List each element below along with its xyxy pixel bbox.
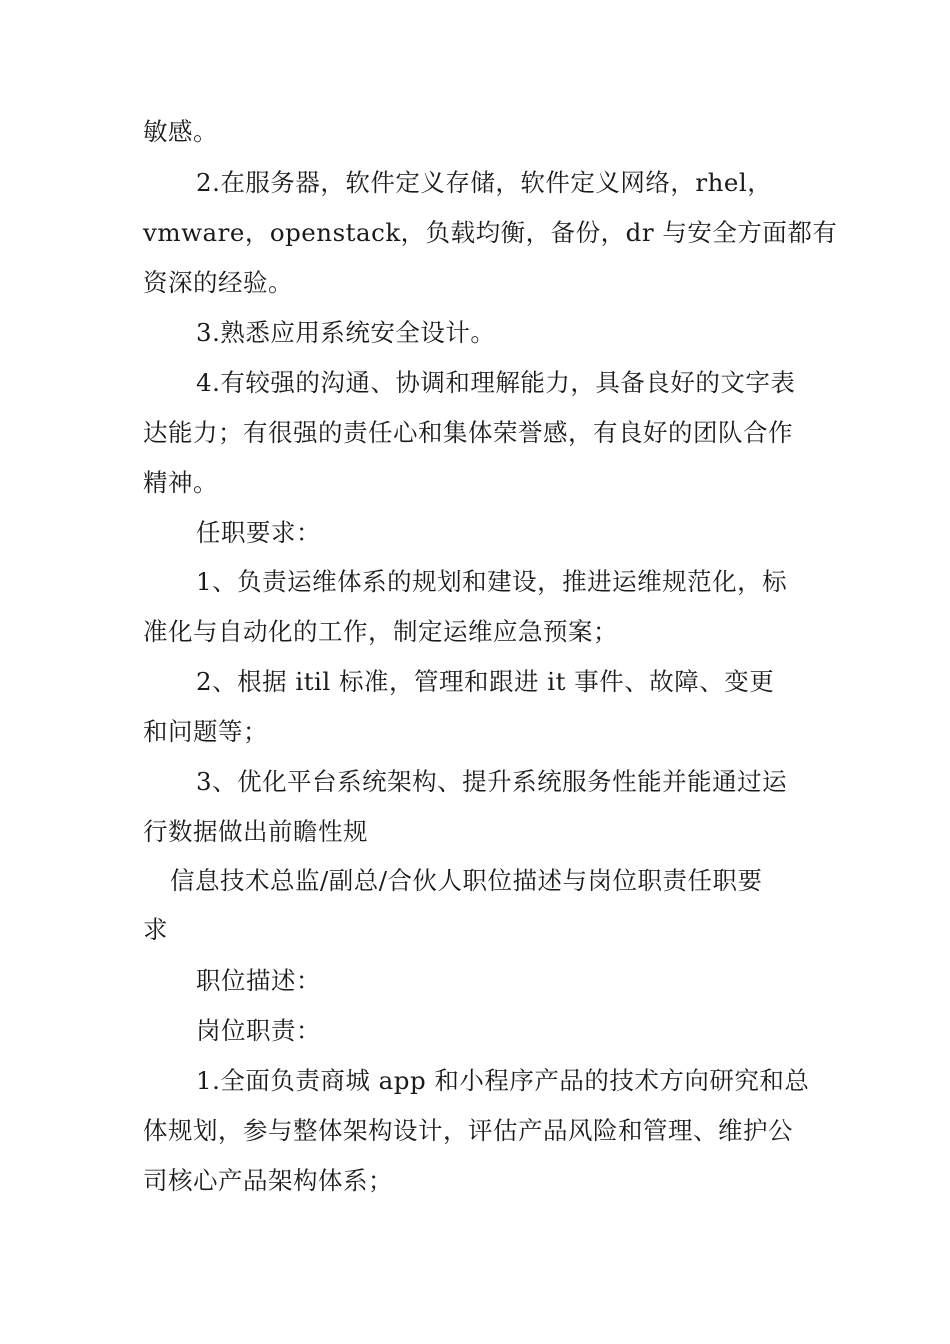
text-line: 2、根据 itil 标准，管理和跟进 it 事件、故障、变更	[196, 667, 775, 696]
text-line: 4.有较强的沟通、协调和理解能力，具备良好的文字表	[196, 368, 796, 397]
text-line: 2.在服务器，软件定义存储，软件定义网络，rhel，	[196, 168, 773, 197]
document-title: 信息技术总监/副总/合伙人职位描述与岗位职责任职要	[170, 866, 763, 895]
text-line: 体规划，参与整体架构设计，评估产品风险和管理、维护公	[143, 1116, 793, 1145]
section-heading: 任职要求：	[196, 518, 321, 547]
section-heading: 职位描述：	[196, 966, 321, 995]
document-title-continued: 求	[143, 915, 168, 944]
text-line: 1.全面负责商城 app 和小程序产品的技术方向研究和总	[196, 1066, 810, 1095]
text-line: 敏感。	[143, 117, 218, 146]
text-line: 1、负责运维体系的规划和建设，推进运维规范化，标	[196, 567, 788, 596]
text-line: 精神。	[143, 468, 218, 497]
text-line: 准化与自动化的工作，制定运维应急预案；	[143, 617, 618, 646]
text-line: 司核心产品架构体系；	[143, 1166, 393, 1195]
text-line: vmware，openstack，负载均衡，备份，dr 与安全方面都有	[143, 218, 838, 247]
text-line: 资深的经验。	[143, 268, 293, 297]
text-line: 和问题等；	[143, 717, 268, 746]
text-line: 达能力；有很强的责任心和集体荣誉感，有良好的团队合作	[143, 418, 793, 447]
text-line: 3、优化平台系统架构、提升系统服务性能并能通过运	[196, 767, 788, 796]
text-line: 行数据做出前瞻性规	[143, 817, 368, 846]
text-line: 3.熟悉应用系统安全设计。	[196, 318, 496, 347]
section-heading: 岗位职责：	[196, 1016, 321, 1045]
